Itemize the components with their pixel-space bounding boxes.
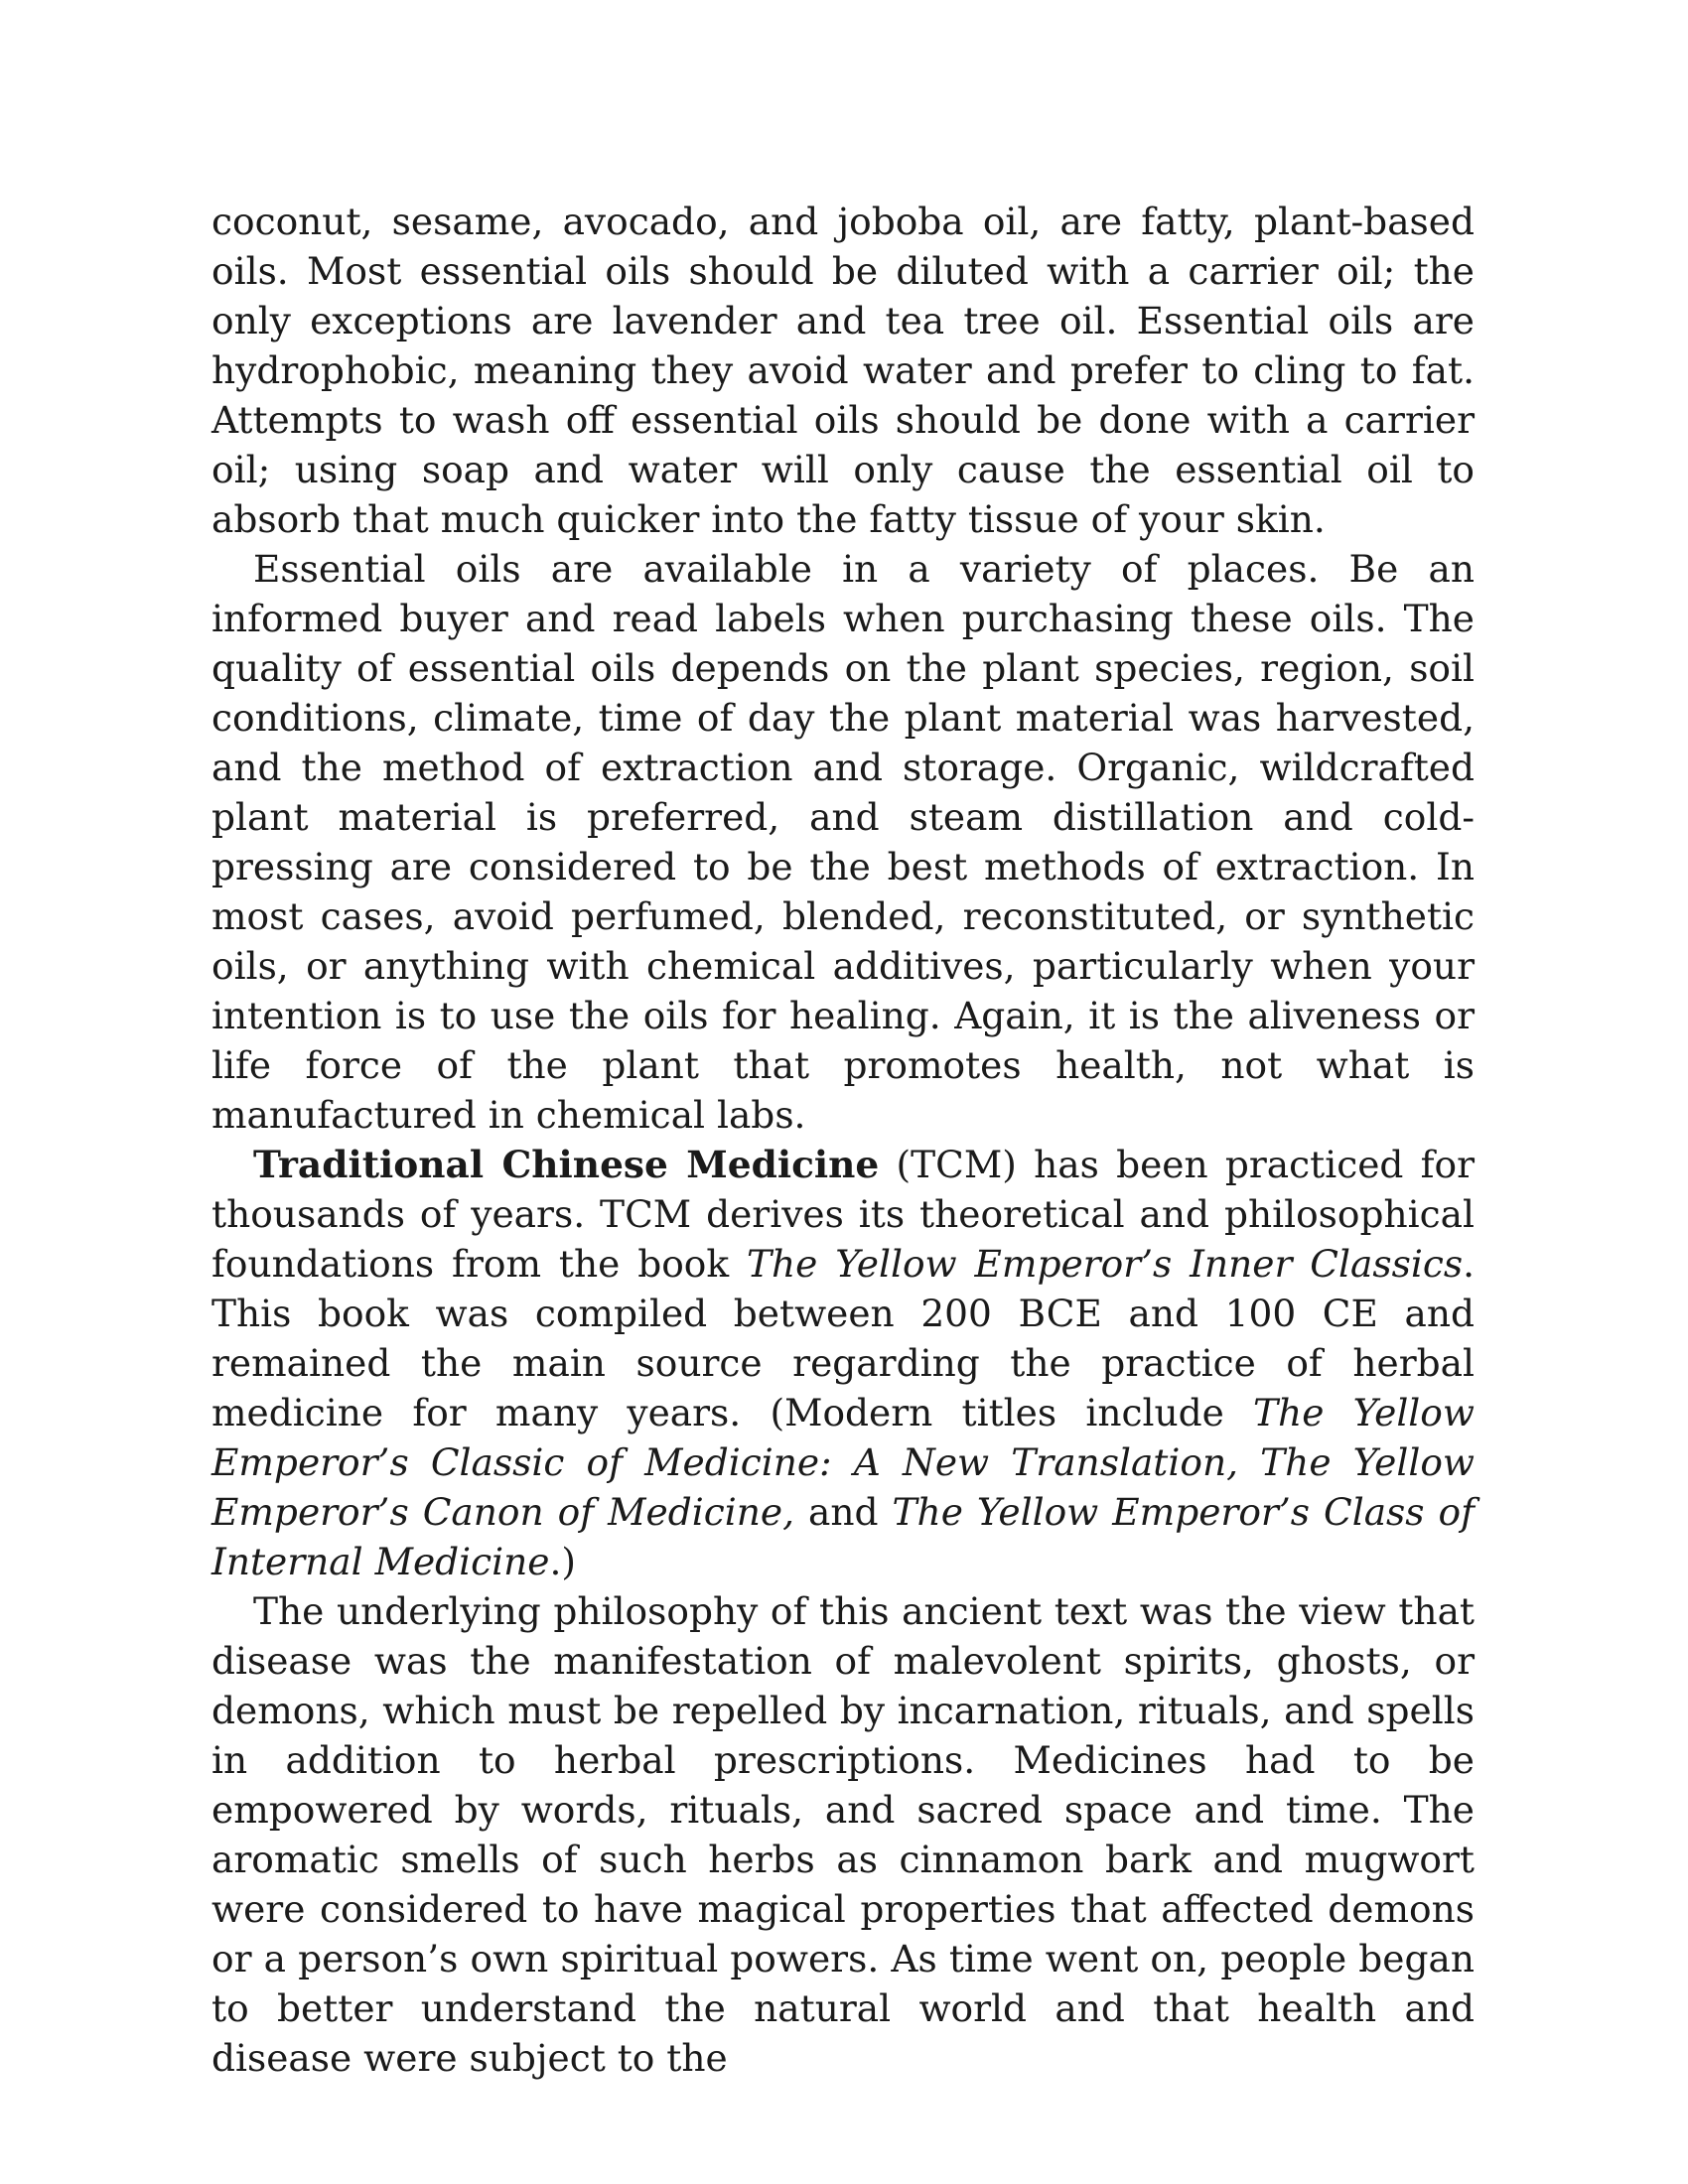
- tcm-text-1: (TCM) has been practiced for thousands of years. TCM derives its theoretical and philosophical foundations from the book: [211, 1143, 1475, 1286]
- paragraph-tcm: [211, 1140, 1475, 1586]
- paragraph-carrier-oils: coconut, sesame, avocado, and joboba oil, are fatty, plant-based oils. Most essential oils should be diluted with a carrier oil; the only exceptions are lavender and tea tree oil. Essential oils are hydrophobic, meaning they avoid water and prefer to cling to fat. Attempts to wash off essential oils should be done with a carrier oil; using soap and water will only cause the essential oil to absorb that much quicker into the fatty tissue of your skin.: [211, 200, 1475, 541]
- book-title-internal-medicine: The Yellow Emperor’s Class of Internal Medicine: [211, 1490, 1476, 1583]
- book-titles-modern: The Yellow Emperor’s Classic of Medicine: A New Translation, The Yellow Emperor’s Canon of Medicine,: [211, 1391, 1475, 1534]
- paragraph-philosophy: The underlying philosophy of this ancient text was the view that disease was the manifestation of malevolent spirits, ghosts, or demons, which must be repelled by incarnation, rituals, and spells in addition to herbal prescriptions. Medicines had to be empowered by words, rituals, and sacred space and time. The aromatic smells of such herbs as cinnamon bark and mugwort were considered to have magical properties that affected demons or a person’s own spiritual powers. As time went on, people began to better understand the natural world and that health and disease were subject to the: [211, 1589, 1475, 2080]
- paragraph-buying-oils: Essential oils are available in a variety of places. Be an informed buyer and read labels when purchasing these oils. The quality of essential oils depends on the plant species, region, soil conditions, climate, time of day the plant material was harvested, and the method of extraction and storage. Organic, wildcrafted plant material is preferred, and steam distillation and cold-pressing are considered to be the best methods of extraction. In most cases, avoid perfumed, blended, reconstituted, or synthetic oils, or anything with chemical additives, particularly when your intention is to use the oils for healing. Again, it is the aliveness or life force of the plant that promotes health, not what is manufactured in chemical labs.: [211, 547, 1475, 1137]
- page-body: [211, 197, 1475, 2083]
- tcm-text-4: .): [549, 1540, 577, 1583]
- tcm-text-3: and: [794, 1490, 893, 1534]
- term-tcm: Traditional Chinese Medicine: [253, 1143, 880, 1186]
- book-title-inner-classics: The Yellow Emperor’s Inner Classics: [747, 1242, 1464, 1286]
- tcm-text-2: . This book was compiled between 200 BCE and 100 CE and remained the main source regarding the practice of herbal medicine for many years. (Modern titles include: [211, 1242, 1475, 1434]
